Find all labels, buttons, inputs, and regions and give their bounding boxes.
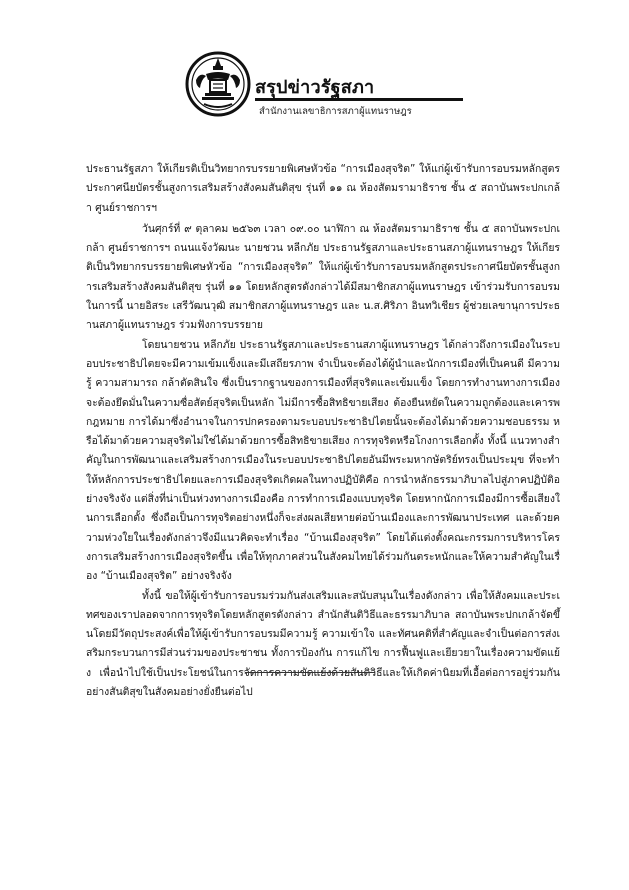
article-paragraph-2: โดยนายชวน หลีกภัย ประธานรัฐสภาและประธานสภาผู้แทนราษฎร ได้กล่าวถึงการเมืองในระบอบประชาธิปไตยจะมีความเข้มแข็งและมีเสถียรภาพ จำเป็นจะต้องได้ผู้นำและนักการเมืองที่เป็นคนดี มีความรู้ ความสามารถ กล้าตัดสินใจ ซึ่งเป็นรากฐานของการเมืองที่สุจริตและเข้มแข็ง โดยการทำงานทางการเมืองจะต้องยึดมั่นในความซื่อสัตย์สุจริตเป็นหลัก ไม่มีการซื้อสิทธิขายเสียง ต้องยืนหยัดในความถูกต้องและเคารพกฎหมาย การได้มาซึ่งอำนาจในการปกครองตามระบอบประชาธิปไตยนั้นจะต้องได้มาด้วยความชอบธรรม หรือได้มาด้วยความสุจริตไม่ใช่ได้มาด้วยการซื้อสิทธิขายเสียง การทุจริตหรือโกงการเลือกตั้ง ทั้งนี้ แนวทางสำคัญในการพัฒนาและเสริมสร้างการเมืองในระบอบประชาธิปไตยอันมีพระมหากษัตริย์ทรงเป็นประมุข ที่จะทำให้หลักการประชาธิปไตยและการเมืองสุจริตเกิดผลในทางปฏิบัติคือ การนำหลักธรรมาภิบาลไปสู่ภาคปฏิบัติอย่างจริงจัง แต่สิ่งที่น่าเป็นห่วงทางการเมืองคือ การทำการเมืองแบบทุจริต โดยหากนักการเมืองมีการซื้อเสียงในการเลือกตั้ง ซึ่งถือเป็นการทุจริตอย่างหนึ่งก็จะส่งผลเสียหายต่อบ้านเมืองและการพัฒนาประเทศ และด้วยความห่วงใยในเรื่องดังกล่าวจึงมีแนวคิดจะทำเรื่อง “บ้านเมืองสุจริต” โดยได้แต่งตั้งคณะกรรมการบริหารโครงการเสริมสร้างการเมืองสุจริตขึ้น เพื่อให้ทุกภาคส่วนในสังคมไทยได้ร่วมกันตระหนักและให้ความสำคัญในเรื่อง “บ้านเมืองสุจริต” อย่างจริงจัง — [86, 338, 560, 583]
title-divider — [255, 98, 463, 101]
end-separator — [245, 672, 375, 673]
publisher-name: สำนักงานเลขาธิการสภาผู้แทนราษฎร — [259, 106, 412, 117]
article-paragraph-3: ทั้งนี้ ขอให้ผู้เข้ารับการอบรมร่วมกันส่งเสริมและสนับสนุนในเรื่องดังกล่าว เพื่อให้สังคมและประเทศของเราปลอดจากการทุจริตโดยหลักสูตรดังกล่าว สำนักสันติวิธีและธรรมาภิบาล สถาบันพระปกเกล้าจัดขึ้นโดยมีวัตถุประสงค์เพื่อให้ผู้เข้ารับการอบรมมีความรู้ ความเข้าใจ และทัศนคติที่สำคัญและจำเป็นต่อการส่งเสริมกระบวนการมีส่วนร่วมของประชาชน ทั้งการป้องกัน การแก้ไข การฟื้นฟูและเยียวยาในเรื่องความขัดแย้ง เพื่อนำไปใช้เป็นประโยชน์ในการจัดการความขัดแย้งด้วยสันติวิธีและให้เกิดค่านิยมที่เอื้อต่อการอยู่ร่วมกันอย่างสันติสุขในสังคมอย่างยั่งยืนต่อไป — [86, 589, 560, 699]
article-paragraph-1: วันศุกร์ที่ ๙ ตุลาคม ๒๕๖๓ เวลา ๐๙.๐๐ นาฬิกา ณ ห้องสัตมรามาธิราช ชั้น ๕ สถาบันพระปกเกล้า ศูนย์ราชการฯ ถนนแจ้งวัฒนะ นายชวน หลีกภัย ประธานรัฐสภาและประธานสภาผู้แทนราษฎร ให้เกียรติเป็นวิทยากรบรรยายพิเศษหัวข้อ “การเมืองสุจริต” ให้แก่ผู้เข้ารับการอบรมหลักสูตรประกาศนียบัตรชั้นสูงการเสริมสร้างสังคมสันติสุข รุ่นที่ ๑๑ โดยหลักสูตรดังกล่าวได้มีสมาชิกสภาผู้แทนราษฎร เข้าร่วมรับการอบรม ในการนี้ นายอิสระ เสรีวัฒนวุฒิ สมาชิกสภาผู้แทนราษฎร และ น.ส.ศิริภา อินทวิเชียร ผู้ช่วยเลขานุการประธานสภาผู้แทนราษฎร ร่วมฟังการบรรยาย — [86, 222, 560, 332]
document-header — [0, 0, 629, 140]
publication-title: สรุปข่าวรัฐสภา — [255, 77, 375, 98]
article-body — [86, 160, 560, 702]
parliament-emblem-icon — [184, 50, 252, 118]
article-lead: ประธานรัฐสภา ให้เกียรติเป็นวิทยากรบรรยายพิเศษหัวข้อ “การเมืองสุจริต” ให้แก่ผู้เข้ารับการอบรมหลักสูตรประกาศนียบัตรชั้นสูงการเสริมสร้างสังคมสันติสุข รุ่นที่ ๑๑ ณ ห้องสัตมรามาธิราช ชั้น ๕ สถาบันพระปกเกล้า ศูนย์ราชการฯ — [86, 163, 560, 214]
